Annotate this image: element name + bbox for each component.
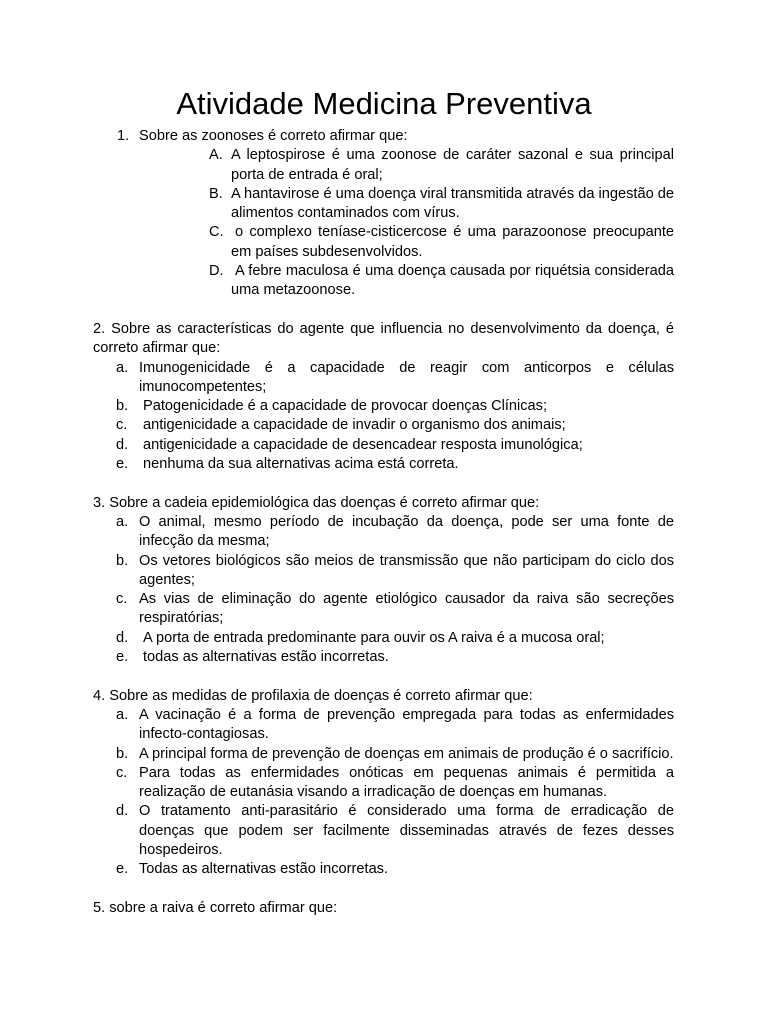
- question-2: [93, 320, 674, 474]
- question-5-stem: 5. sobre a raiva é correto afirmar que:: [93, 899, 338, 916]
- question-1-option-d: D. A febre maculosa é uma doença causada por riquétsia considerada uma metazoonose.: [209, 263, 674, 299]
- question-2-option-b: b. Patogenicidade é a capacidade de provocar doenças Clínicas;: [116, 398, 548, 415]
- question-3-option-e: e. todas as alternativas estão incorretas.: [116, 649, 389, 666]
- question-4: [93, 687, 674, 880]
- document-body: [93, 127, 674, 918]
- question-1-number: 1.: [117, 128, 130, 144]
- question-1-option-b: B. A hantavirose é uma doença viral transmitida através da ingestão de alimentos contaminados com vírus.: [209, 185, 674, 222]
- question-3-option-a: a. O animal, mesmo período de incubação da doença, pode ser uma fonte de infecção da mesma;: [116, 513, 674, 550]
- question-1-option-c: C. o complexo teníase-cisticercose é uma parazoonose preocupante em países subdesenvolvidos.: [209, 224, 674, 260]
- question-3-stem: 3. Sobre a cadeia epidemiológica das doenças é correto afirmar que:: [93, 494, 540, 511]
- question-1-stem: Sobre as zoonoses é correto afirmar que:: [139, 128, 408, 144]
- question-3-option-c: c. As vias de eliminação do agente etiológico causador da raiva são secreções respiratórias;: [116, 591, 674, 627]
- question-5: [93, 899, 674, 918]
- question-1-options: [139, 146, 674, 300]
- question-2-option-a: a. Imunogenicidade é a capacidade de reagir com anticorpos e células imunocompetentes;: [116, 359, 674, 395]
- question-2-stem: 2. Sobre as características do agente que influencia no desenvolvimento da doença, é correto afirmar que:: [93, 320, 674, 357]
- question-3-option-b: b. Os vetores biológicos são meios de transmissão que não participam do ciclo dos agentes;: [116, 552, 674, 588]
- question-4-option-d: d. O tratamento anti-parasitário é considerado uma forma de erradicação de doenças que podem ser facilmente disseminadas através de fezes desses hospedeiros.: [116, 803, 674, 858]
- question-4-option-c: c. Para todas as enfermidades onóticas em pequenas animais é permitida a realização de eutanásia visando a irradicação de doenças em humanas.: [116, 764, 674, 801]
- question-4-option-a: a. A vacinação é a forma de prevenção empregada para todas as enfermidades infecto-contagiosas.: [116, 706, 674, 743]
- question-1: [93, 127, 674, 301]
- question-1-option-a: A. A leptospirose é uma zoonose de caráter sazonal e sua principal porta de entrada é oral;: [209, 147, 674, 183]
- question-3-option-d: d. A porta de entrada predominante para ouvir os A raiva é a mucosa oral;: [116, 629, 605, 646]
- question-4-option-b: b. A principal forma de prevenção de doenças em animais de produção é o sacrifício.: [116, 745, 674, 762]
- question-2-option-e: e. nenhuma da sua alternativas acima está correta.: [116, 456, 459, 473]
- question-4-stem: 4. Sobre as medidas de profilaxia de doenças é correto afirmar que:: [93, 687, 533, 704]
- question-2-option-d: d. antigenicidade a capacidade de desencadear resposta imunológica;: [116, 436, 583, 453]
- question-4-option-e: e. Todas as alternativas estão incorretas.: [116, 861, 389, 878]
- question-3: [93, 494, 674, 668]
- document-title: Atividade Medicina Preventiva: [176, 86, 592, 121]
- question-2-option-c: c. antigenicidade a capacidade de invadir o organismo dos animais;: [116, 417, 566, 434]
